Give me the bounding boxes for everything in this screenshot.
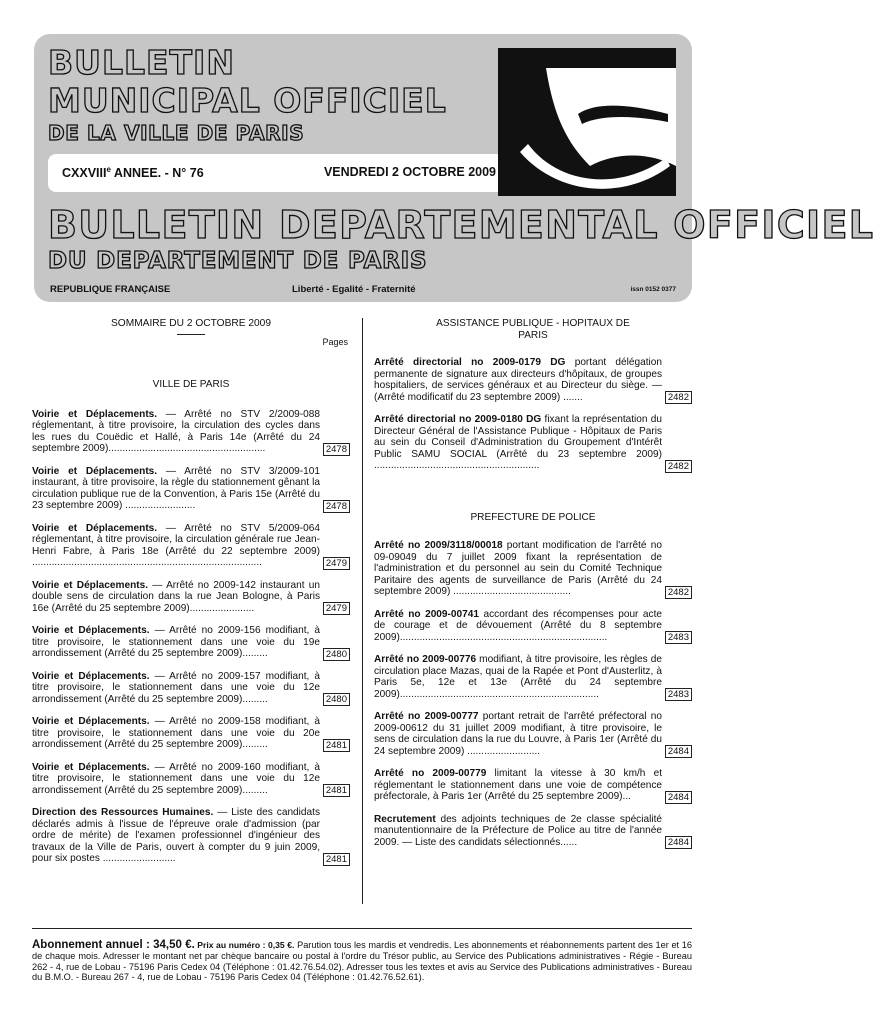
toc-entry[interactable]: Voirie et Déplacements. — Arrêté no 2009-156 modifiant, à titre provisoire, le stationnement dans une voie du 19e arrondissement (Arrêté du 25 septembre 2009)......... 2480 bbox=[32, 625, 350, 660]
republique-label: REPUBLIQUE FRANÇAISE bbox=[50, 284, 171, 295]
footer-text: Parution tous les mardis et vendredis. Les abonnements et réabonnements partent des 1er et 16 de chaque mois. Adresser le montant net par chèque bancaire ou postal à l'ordre du Trésor public, au Service des Publications administratives - Régie - Bureau 262 - 4, rue de Lobau - 75196 Paris Cedex 04 (Téléphone : 01.42.76.54.02). Adresser tous les textes et avis au Service des Publications administratives - Bureau du B.M.O. - Bureau 267 - 4, rue de Lobau - 75196 Paris Cedex 04 (Téléphone : 01.42.76.52.61). bbox=[32, 940, 692, 983]
page-number: 2482 bbox=[665, 391, 692, 404]
sommaire-title: SOMMAIRE DU 2 OCTOBRE 2009 bbox=[110, 318, 272, 329]
title-rule bbox=[177, 334, 205, 335]
bmo-title-line1: BULLETIN bbox=[48, 43, 235, 82]
toc-entry[interactable]: Voirie et Déplacements. — Arrêté no 2009-158 modifiant, à titre provisoire, le stationnement dans une voie du 20e arrondissement (Arrêté du 25 septembre 2009)......... 2481 bbox=[32, 716, 350, 751]
paris-ship-logo-icon bbox=[498, 48, 676, 196]
page-number: 2481 bbox=[323, 739, 350, 752]
bdo-title-line1: BULLETIN DEPARTEMENTAL OFFICIEL bbox=[48, 203, 874, 247]
bmo-title-line2: MUNICIPAL OFFICIEL bbox=[48, 81, 447, 120]
toc-entry[interactable]: Voirie et Déplacements. — Arrêté no 2009-142 instaurant un double sens de circulation dans la rue Jean Bologne, à Paris 16e (Arrêté du 25 septembre 2009)....................... 2479 bbox=[32, 580, 350, 615]
page-number: 2478 bbox=[323, 500, 350, 513]
devise-label: Liberté - Egalité - Fraternité bbox=[292, 284, 416, 295]
page-number: 2480 bbox=[323, 693, 350, 706]
page-number: 2481 bbox=[323, 784, 350, 797]
toc-entry[interactable]: Arrêté no 2009/3118/00018 portant modification de l'arrêté no 09-09049 du 7 juillet 2009 fixant la représentation de l'administration et du personnel au sein du Comité Technique Paritaire des agents de surveillance de Paris (Arrêté du 24 septembre 2009) .......................................... 2482 bbox=[374, 540, 692, 598]
toc-entry[interactable]: Voirie et Déplacements. — Arrêté no STV 2/2009-088 réglementant, à titre provisoire, la circulation des cycles dans les rues du Couëdic et Hallé, à Paris 14e (Arrêté du 24 septembre 2009)........................................................ 2478 bbox=[32, 409, 350, 455]
toc-entry[interactable]: Voirie et Déplacements. — Arrêté no STV 5/2009-064 réglementant, à titre provisoire, la circulation générale rue Jean-Henri Fabre, à Paris 18e (Arrêté du 22 septembre 2009) .................................................................................. 2479 bbox=[32, 523, 350, 569]
footer-rule bbox=[32, 928, 692, 929]
toc-entry[interactable]: Recrutement des adjoints techniques de 2e classe spécialité manutentionnaire de la Préfecture de Police au titre de l'année 2009. — Liste des candidats sélectionnés...... 2484 bbox=[374, 814, 692, 849]
page-number: 2478 bbox=[323, 443, 350, 456]
prix-label: Prix au numéro : 0,35 €. bbox=[194, 940, 295, 950]
toc-entry[interactable]: Voirie et Déplacements. — Arrêté no 2009-160 modifiant, à titre provisoire, le stationnement dans une voie du 12e arrondissement (Arrêté du 25 septembre 2009)......... 2481 bbox=[32, 762, 350, 797]
bmo-title-line3: DE LA VILLE DE PARIS bbox=[48, 121, 305, 145]
toc-entry[interactable]: Arrêté no 2009-00741 accordant des récompenses pour acte de courage et de dévouement (Arrêté du 8 septembre 2009).......................................................................... 2483 bbox=[374, 609, 692, 644]
pages-label: Pages bbox=[322, 336, 348, 347]
subscription-footer bbox=[32, 940, 692, 983]
right-column bbox=[374, 318, 692, 848]
bdo-title-line2: DU DEPARTEMENT DE PARIS bbox=[48, 248, 428, 274]
abonnement-label: Abonnement annuel : 34,50 €. bbox=[32, 939, 195, 951]
masthead bbox=[34, 34, 874, 302]
toc-entry[interactable]: Voirie et Déplacements. — Arrêté no STV 3/2009-101 instaurant, à titre provisoire, la règle du stationnement gênant la circulation publique rue de la Convention, à Paris 15e (Arrêté du 23 septembre 2009) ......................... 2478 bbox=[32, 466, 350, 512]
toc-entry[interactable]: Arrêté no 2009-00779 limitant la vitesse à 30 km/h et réglementant le stationnement dans une voie de compétence préfectorale, à Paris 1er (Arrêté du 25 septembre 2009)... 2484 bbox=[374, 768, 692, 803]
toc-entry[interactable]: Arrêté directorial no 2009-0180 DG fixant la représentation du Directeur Général de l'Assistance Publique - Hôpitaux de Paris au sein du Conseil d'Administration du Groupement d'Intérêt Public SAMU SOCIAL (Arrêté du 23 septembre 2009) ........................................................... 2482 bbox=[374, 414, 692, 472]
page-number: 2479 bbox=[323, 557, 350, 570]
page-number: 2484 bbox=[665, 745, 692, 758]
toc-entry[interactable]: Direction des Ressources Humaines. — Liste des candidats déclarés admis à l'issue de l'épreuve orale d'admission (par ordre de mérite) de l'examen professionnel d'ingénieur des travaux de la Ville de Paris, ouvert à compter du 9 juin 2009, pour six postes .......................... 2481 bbox=[32, 807, 350, 865]
issue-info-box bbox=[48, 154, 510, 192]
page-number: 2482 bbox=[665, 586, 692, 599]
toc-entry[interactable]: Voirie et Déplacements. — Arrêté no 2009-157 modifiant, à titre provisoire, le stationnement dans une voie du 12e arrondissement (Arrêté du 25 septembre 2009)......... 2480 bbox=[32, 671, 350, 706]
page-number: 2484 bbox=[665, 836, 692, 849]
page-number: 2479 bbox=[323, 602, 350, 615]
page-number: 2481 bbox=[323, 853, 350, 866]
page-number: 2483 bbox=[665, 631, 692, 644]
toc-entry[interactable]: Arrêté no 2009-00777 portant retrait de l'arrêté préfectoral no 2009-00612 du 31 juillet 2009 modifiant, à titre provisoire, le sens de circulation dans la rue du Louvre, à Paris 1er (Arrêté du 24 septembre 2009) .......................... 2484 bbox=[374, 711, 692, 757]
page-number: 2483 bbox=[665, 688, 692, 701]
left-column bbox=[32, 318, 350, 865]
toc-entry[interactable]: Arrêté directorial no 2009-0179 DG portant délégation permanente de signature aux directeurs d'hôpitaux, de groupes hospitaliers, de services généraux et au Directeur du siège. — (Arrêté modificatif du 23 septembre 2009) ....... 2482 bbox=[374, 357, 692, 403]
section-assistance-publique: ASSISTANCE PUBLIQUE - HOPITAUX DE PARIS bbox=[436, 318, 630, 341]
issue-number: CXXVIIIe ANNEE. - N° 76 bbox=[62, 165, 204, 181]
page-number: 2480 bbox=[323, 648, 350, 661]
page-number: 2484 bbox=[665, 791, 692, 804]
section-ville-de-paris: VILLE DE PARIS bbox=[152, 379, 230, 390]
page-number: 2482 bbox=[665, 460, 692, 473]
issue-date: VENDREDI 2 OCTOBRE 2009 bbox=[323, 165, 496, 179]
column-divider bbox=[362, 318, 363, 904]
issn-label: issn 0152 0377 bbox=[630, 286, 676, 293]
toc-entry[interactable]: Arrêté no 2009-00776 modifiant, à titre provisoire, les règles de circulation place Mazas, quai de la Rapée et Pont d'Austerlitz, à Paris 5e, 12e et 13e (Arrêté du 24 septembre 2009)....................................................................... 2483 bbox=[374, 654, 692, 700]
section-prefecture-de-police: PREFECTURE DE POLICE bbox=[470, 511, 596, 523]
